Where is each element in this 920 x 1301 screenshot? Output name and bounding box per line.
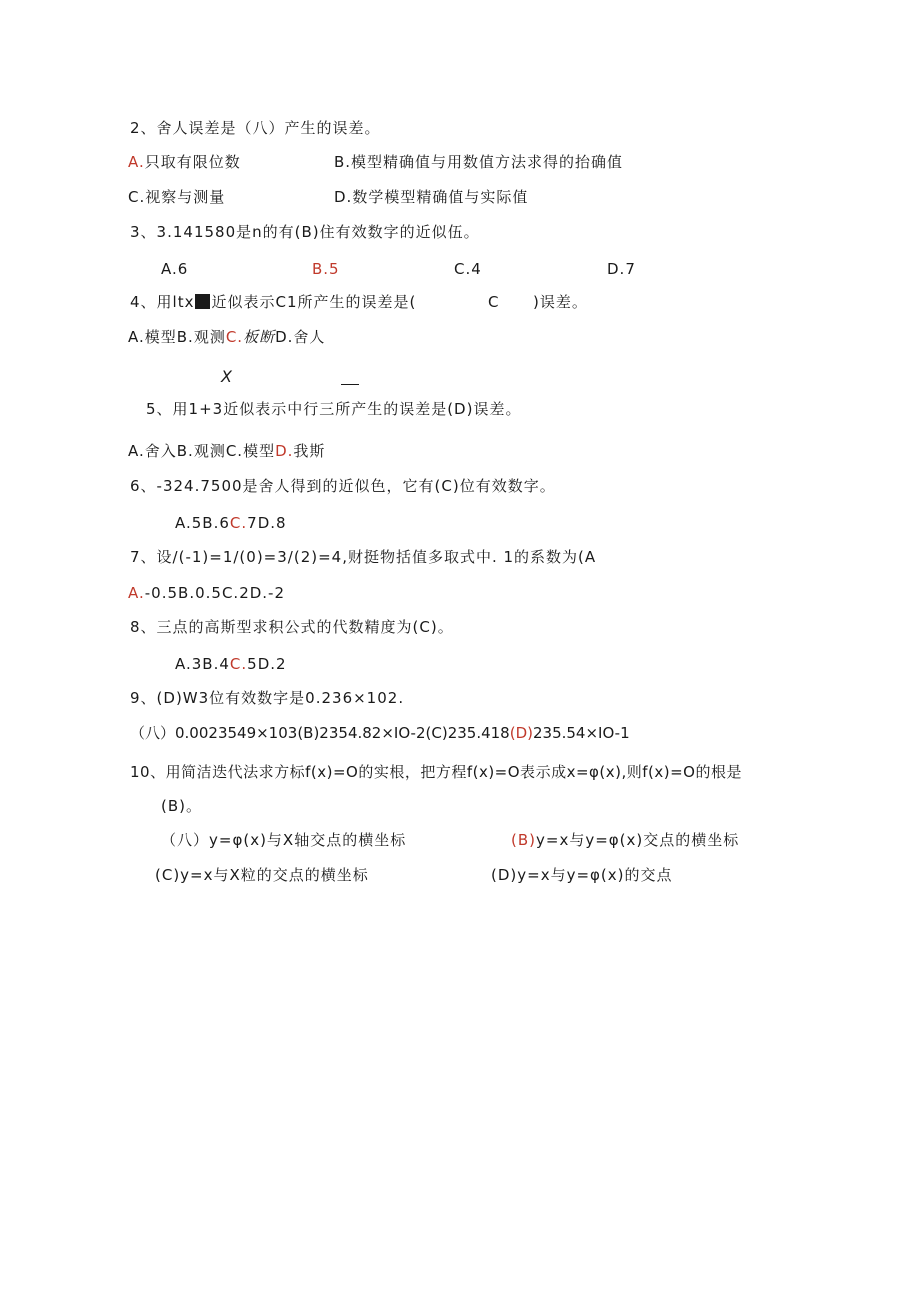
option-b-text: y=x与y=φ(x)交点的横坐标: [536, 831, 740, 849]
question-4-stem-end: )误差。: [533, 293, 588, 311]
question-9-options: [130, 723, 630, 743]
question-8-stem: 8、三点的高斯型求积公式的代数精度为(C)。: [130, 618, 454, 636]
option-a-letter: A.: [128, 584, 145, 602]
options-cd: 5D.2: [247, 655, 287, 673]
question-2-stem: 2、舍人误差是（八）产生的误差。: [130, 119, 381, 137]
option-d-letter: D.: [275, 442, 294, 460]
dash-mark: [341, 384, 359, 385]
question-5-stem: 5、用1+3近似表示中行三所产生的误差是(D)误差。: [146, 400, 522, 418]
question-10-option-d: (D)y=x与y=φ(x)的交点: [491, 866, 673, 884]
option-c-letter: C.: [229, 514, 248, 532]
question-10-option-a: （八）y=φ(x)与X轴交点的横坐标: [161, 831, 407, 849]
question-6-stem: 6、-324.7500是舍人得到的近似色，它有(C)位有效数字。: [130, 477, 556, 495]
options-cd: 7D.8: [247, 514, 287, 532]
question-3-option-d: D.7: [607, 260, 636, 278]
question-7-stem: 7、设/(-1)=1/(0)=3/(2)=4,财挺物括值多取式中. 1的系数为(A: [130, 548, 597, 566]
question-2-option-b: B.模型精确值与用数值方法求得的抬确值: [334, 153, 624, 171]
options-text: -0.5B.0.5C.2D.-2: [144, 584, 286, 602]
question-7-options: [128, 583, 285, 603]
question-9-stem: 9、(D)W3位有效数字是0.236×102.: [130, 689, 405, 707]
question-2-option-c: C.视察与测量: [128, 188, 226, 206]
question-2-option-a: [128, 152, 241, 172]
options-ab: A.5B.6: [175, 514, 230, 532]
question-4-stem: [130, 292, 416, 312]
option-d: D.舍人: [275, 328, 326, 346]
options-ab: A.模型B.观测: [128, 328, 226, 346]
question-3-stem: 3、3.141580是n的有(B)住有效数字的近似伍。: [130, 223, 480, 241]
question-6-options: [175, 513, 287, 533]
option-c-letter: C.: [229, 655, 248, 673]
option-a-text: 只取有限位数: [144, 153, 241, 171]
option-d-letter: (D): [509, 724, 533, 742]
question-5-options: [128, 441, 325, 461]
option-a-letter: A.: [128, 153, 145, 171]
question-3-option-a: A.6: [161, 260, 189, 278]
question-4-options: [128, 327, 325, 347]
stem-prefix: 4、用ltx: [130, 293, 195, 311]
question-10-stem-continued: (B)。: [161, 797, 202, 815]
question-10-stem: 10、用简洁迭代法求方标f(x)=O的实根，把方程f(x)=O表示成x=φ(x),则f(x)=O的根是: [130, 763, 742, 781]
question-8-options: [175, 654, 287, 674]
options-ab: A.3B.4: [175, 655, 230, 673]
question-3-option-b: B.5: [312, 260, 340, 278]
options-abc: A.舍入B.观测C.模型: [128, 442, 276, 460]
options-abc: （八）0.0023549×103(B)2354.82×IO-2(C)235.418: [130, 724, 510, 742]
question-3-option-c: C.4: [454, 260, 482, 278]
handwritten-x-mark: X: [221, 367, 232, 386]
option-c-text: 板断: [243, 328, 276, 346]
black-box-icon: [195, 294, 210, 309]
question-4-answer: C: [488, 293, 500, 311]
stem-middle: 近似表示C1所产生的误差是(: [211, 293, 417, 311]
question-2-option-d: D.数学模型精确值与实际值: [334, 188, 529, 206]
option-b-letter: (B): [511, 831, 536, 849]
option-c-letter: C.: [225, 328, 244, 346]
option-d-text: 我斯: [293, 442, 326, 460]
question-10-option-b: [511, 830, 739, 850]
option-d-text: 235.54×IO-1: [532, 724, 630, 742]
question-10-option-c: (C)y=x与X粒的交点的横坐标: [155, 866, 369, 884]
